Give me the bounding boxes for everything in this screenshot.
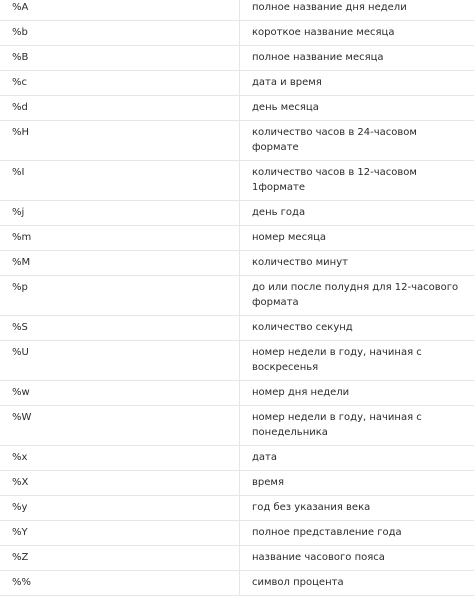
format-description-cell: дата bbox=[240, 446, 474, 471]
table-row bbox=[0, 406, 474, 446]
format-code-cell: %U bbox=[0, 341, 240, 381]
format-description-cell: год без указания века bbox=[240, 496, 474, 521]
format-code-cell: %d bbox=[0, 96, 240, 121]
format-description-cell: количество минут bbox=[240, 251, 474, 276]
table-row bbox=[0, 121, 474, 161]
format-description-cell: дата и время bbox=[240, 71, 474, 96]
format-code-cell: %M bbox=[0, 251, 240, 276]
table-row bbox=[0, 316, 474, 341]
table-row bbox=[0, 341, 474, 381]
format-description-cell: номер дня недели bbox=[240, 381, 474, 406]
table-row bbox=[0, 251, 474, 276]
table-row bbox=[0, 46, 474, 71]
format-description-cell: день года bbox=[240, 201, 474, 226]
format-code-cell: %j bbox=[0, 201, 240, 226]
format-code-cell: %x bbox=[0, 446, 240, 471]
format-code-cell: %H bbox=[0, 121, 240, 161]
format-code-cell: %A bbox=[0, 0, 240, 21]
table-row bbox=[0, 71, 474, 96]
format-code-cell: %X bbox=[0, 471, 240, 496]
format-code-cell: %W bbox=[0, 406, 240, 446]
format-description-cell: название часового пояса bbox=[240, 546, 474, 571]
table-row bbox=[0, 21, 474, 46]
format-code-cell: %Z bbox=[0, 546, 240, 571]
format-code-cell: %m bbox=[0, 226, 240, 251]
table-row bbox=[0, 201, 474, 226]
table-row bbox=[0, 546, 474, 571]
format-description-cell: полное представление года bbox=[240, 521, 474, 546]
format-code-cell: %I bbox=[0, 161, 240, 201]
format-code-cell: %b bbox=[0, 21, 240, 46]
table-row bbox=[0, 571, 474, 596]
table-row bbox=[0, 161, 474, 201]
format-code-cell: %y bbox=[0, 496, 240, 521]
table-row bbox=[0, 96, 474, 121]
format-description-cell: полное название дня недели bbox=[240, 0, 474, 21]
table-row bbox=[0, 521, 474, 546]
format-description-cell: день месяца bbox=[240, 96, 474, 121]
format-description-cell: символ процента bbox=[240, 571, 474, 596]
format-code-cell: %c bbox=[0, 71, 240, 96]
format-description-cell: короткое название месяца bbox=[240, 21, 474, 46]
format-description-cell: номер месяца bbox=[240, 226, 474, 251]
table-row bbox=[0, 226, 474, 251]
table-row bbox=[0, 496, 474, 521]
format-code-cell: %Y bbox=[0, 521, 240, 546]
format-code-cell: %S bbox=[0, 316, 240, 341]
format-description-cell: номер недели в году, начиная с воскресенья bbox=[240, 341, 474, 381]
table-row bbox=[0, 471, 474, 496]
format-code-cell: %% bbox=[0, 571, 240, 596]
format-code-cell: %p bbox=[0, 276, 240, 316]
format-description-cell: количество секунд bbox=[240, 316, 474, 341]
table-row bbox=[0, 381, 474, 406]
format-description-cell: количество часов в 12-часовом 1формате bbox=[240, 161, 474, 201]
format-description-cell: номер недели в году, начиная с понедельника bbox=[240, 406, 474, 446]
format-description-cell: до или после полудня для 12-часового формата bbox=[240, 276, 474, 316]
format-description-cell: количество часов в 24-часовом формате bbox=[240, 121, 474, 161]
table-row bbox=[0, 446, 474, 471]
format-code-cell: %B bbox=[0, 46, 240, 71]
format-code-cell: %w bbox=[0, 381, 240, 406]
table-row bbox=[0, 276, 474, 316]
table-row bbox=[0, 0, 474, 21]
format-description-cell: полное название месяца bbox=[240, 46, 474, 71]
format-description-cell: время bbox=[240, 471, 474, 496]
